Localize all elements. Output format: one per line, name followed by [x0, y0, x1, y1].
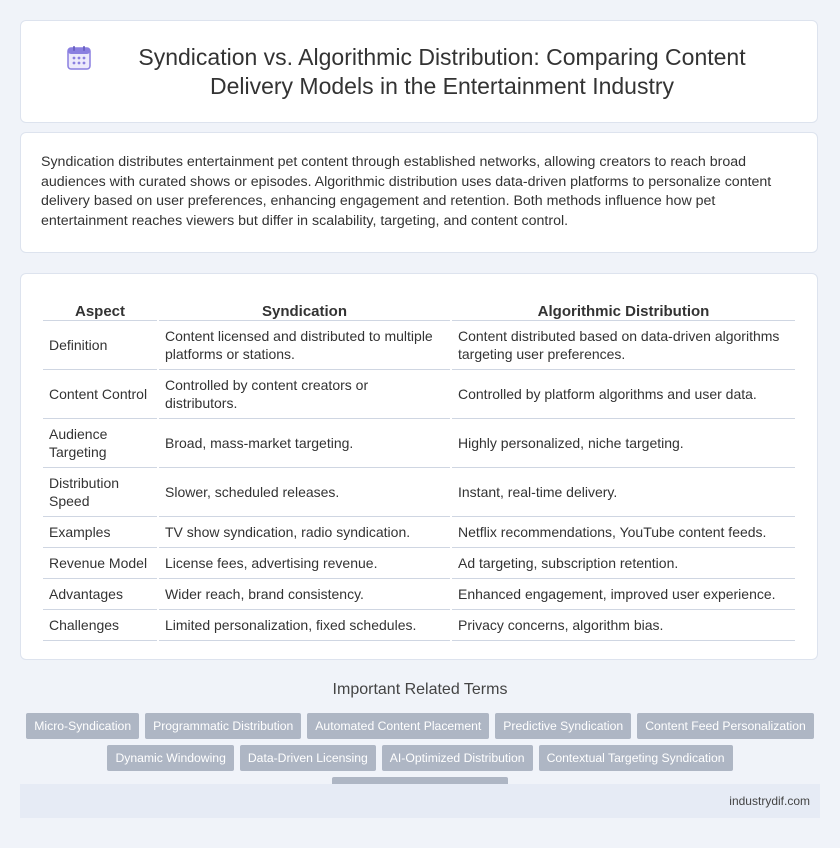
cell-syndication: Content licensed and distributed to multiple platforms or stations.: [159, 321, 450, 370]
cell-syndication: License fees, advertising revenue.: [159, 548, 450, 579]
cell-aspect: Challenges: [43, 610, 157, 641]
cell-aspect: Distribution Speed: [43, 468, 157, 517]
cell-syndication: TV show syndication, radio syndication.: [159, 517, 450, 548]
table-row: [43, 517, 795, 548]
header-algorithmic: Algorithmic Distribution: [452, 294, 795, 321]
table-row: [43, 548, 795, 579]
intro-paragraph: Syndication distributes entertainment pet content through established networks, allowing creators to reach broad audiences with curated shows or episodes. Algorithmic distribution uses data-driven platforms to personalize content delivery based on user preferences, enhancing engagement and retention. Both methods influence how pet entertainment reaches viewers but differ in scalability, targeting, and content control.: [41, 154, 772, 229]
header-syndication: Syndication: [159, 294, 450, 321]
term-tag[interactable]: AI-Optimized Distribution: [382, 745, 533, 771]
table-row: [43, 610, 795, 641]
cell-algorithmic: Privacy concerns, algorithm bias.: [452, 610, 795, 641]
table-header-row: [43, 294, 795, 321]
term-tag[interactable]: Programmatic Distribution: [145, 713, 301, 739]
title-card: [20, 20, 818, 123]
table-row: [43, 468, 795, 517]
cell-algorithmic: Highly personalized, niche targeting.: [452, 419, 795, 468]
calendar-icon: [66, 45, 92, 71]
cell-algorithmic: Netflix recommendations, YouTube content feeds.: [452, 517, 795, 548]
term-tag[interactable]: Contextual Targeting Syndication: [539, 745, 733, 771]
cell-syndication: Wider reach, brand consistency.: [159, 579, 450, 610]
term-tag[interactable]: Content Feed Personalization: [637, 713, 814, 739]
cell-algorithmic: Instant, real-time delivery.: [452, 468, 795, 517]
cell-aspect: Audience Targeting: [43, 419, 157, 468]
header-aspect: Aspect: [43, 294, 157, 321]
term-tag[interactable]: Dynamic Windowing: [107, 745, 233, 771]
term-tag[interactable]: Micro-Syndication: [26, 713, 139, 739]
cell-algorithmic: Ad targeting, subscription retention.: [452, 548, 795, 579]
cell-syndication: Controlled by content creators or distributors.: [159, 370, 450, 419]
cell-algorithmic: Controlled by platform algorithms and user data.: [452, 370, 795, 419]
cell-aspect: Content Control: [43, 370, 157, 419]
cell-aspect: Revenue Model: [43, 548, 157, 579]
term-tag[interactable]: Data-Driven Licensing: [240, 745, 376, 771]
cell-aspect: Examples: [43, 517, 157, 548]
table-row: [43, 321, 795, 370]
footer-site-link[interactable]: industrydif.com: [729, 794, 810, 808]
cell-syndication: Slower, scheduled releases.: [159, 468, 450, 517]
comparison-table: [41, 294, 797, 641]
table-row: [43, 579, 795, 610]
term-tag[interactable]: Automated Content Placement: [307, 713, 489, 739]
term-tag[interactable]: Predictive Syndication: [495, 713, 631, 739]
table-row: [43, 370, 795, 419]
table-row: [43, 419, 795, 468]
cell-syndication: Limited personalization, fixed schedules.: [159, 610, 450, 641]
cell-algorithmic: Content distributed based on data-driven algorithms targeting user preferences.: [452, 321, 795, 370]
cell-algorithmic: Enhanced engagement, improved user experience.: [452, 579, 795, 610]
related-terms-heading: Important Related Terms: [332, 681, 508, 698]
page-title: Syndication vs. Algorithmic Distribution: Comparing Content Delivery Models in the Entertainment Industry: [138, 43, 746, 99]
footer: [20, 784, 820, 818]
cell-aspect: Definition: [43, 321, 157, 370]
cell-syndication: Broad, mass-market targeting.: [159, 419, 450, 468]
cell-aspect: Advantages: [43, 579, 157, 610]
intro-card: [20, 132, 818, 253]
comparison-card: [20, 273, 818, 660]
